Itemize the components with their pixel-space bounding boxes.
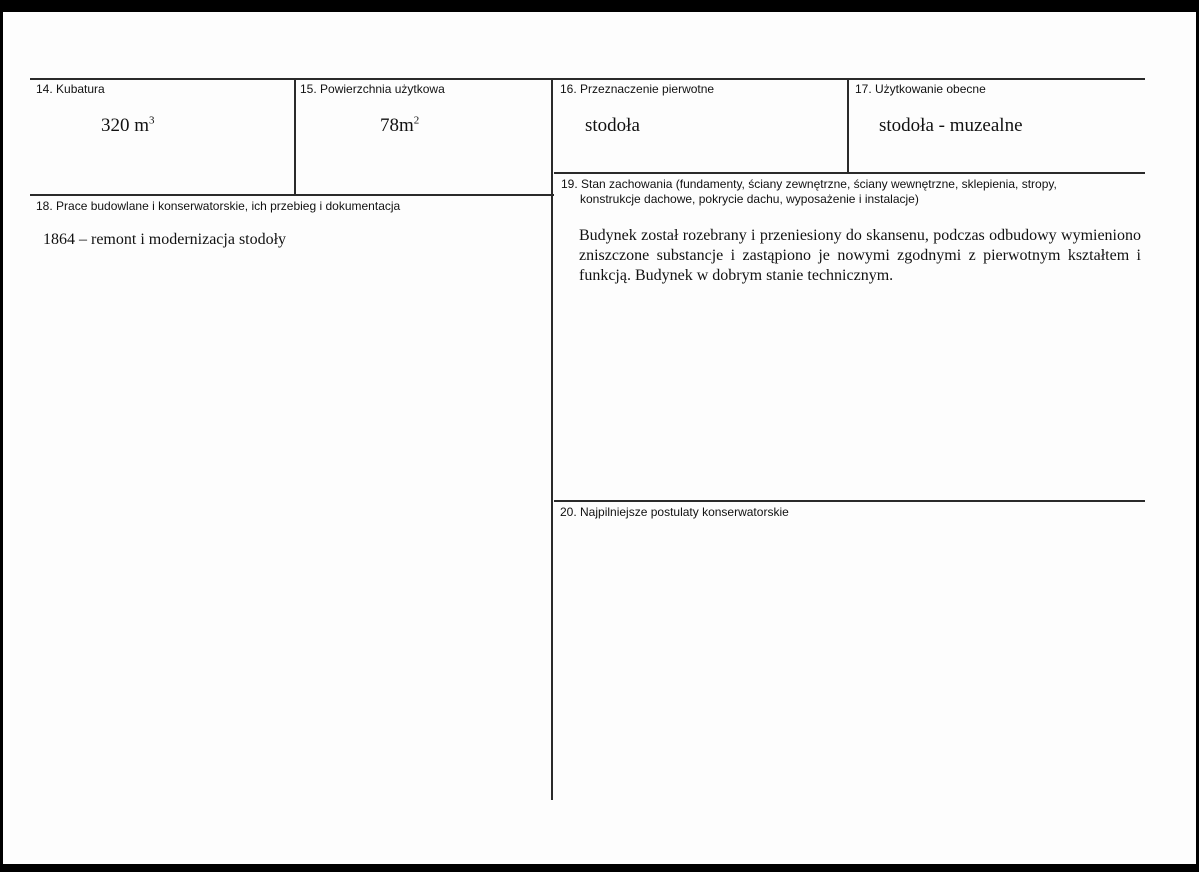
prace-label: 18. Prace budowlane i konserwatorskie, ich przebieg i dokumentacja <box>36 199 401 213</box>
prace-value: 1864 – remont i modernizacja stodoły <box>43 231 287 248</box>
uzytkowanie-value: stodoła - muzealne <box>879 115 1023 136</box>
divider-16-17 <box>847 78 849 172</box>
rule-above-20 <box>554 500 1145 502</box>
rule-above-18 <box>30 194 554 196</box>
rule-under-16-17 <box>554 172 1145 174</box>
divider-14-15 <box>294 78 296 194</box>
stan-zachowania-label-line2: konstrukcje dachowe, pokrycie dachu, wyposażenie i instalacje) <box>580 192 919 206</box>
powierzchnia-value: $78m^2$ <box>380 114 420 136</box>
przeznaczenie-label: 16. Przeznaczenie pierwotne <box>560 82 715 96</box>
top-rule <box>30 78 1145 80</box>
kubatura-label: 14. Kubatura <box>36 82 105 96</box>
powierzchnia-label: 15. Powierzchnia użytkowa <box>300 82 445 96</box>
main-column-divider <box>551 78 553 800</box>
record-card <box>3 12 1196 864</box>
przeznaczenie-value: stodoła <box>585 115 640 136</box>
stan-zachowania-value: Budynek został rozebrany i przeniesiony do skansenu, podczas odbudowy wymieniono zniszczone substancje i zastąpiono je nowymi zgodnymi z pierwotnym kształtem i funkcją. Budynek w dobrym stanie technicznym. <box>579 227 1141 284</box>
kubatura-value: 320 $m^3$ <box>101 114 155 136</box>
uzytkowanie-label: 17. Użytkowanie obecne <box>855 82 986 96</box>
stan-zachowania-label-line1: 19. Stan zachowania (fundamenty, ściany zewnętrzne, ściany wewnętrzne, sklepienia, stropy, <box>561 177 1057 191</box>
postulaty-label: 20. Najpilniejsze postulaty konserwatorskie <box>560 505 789 519</box>
